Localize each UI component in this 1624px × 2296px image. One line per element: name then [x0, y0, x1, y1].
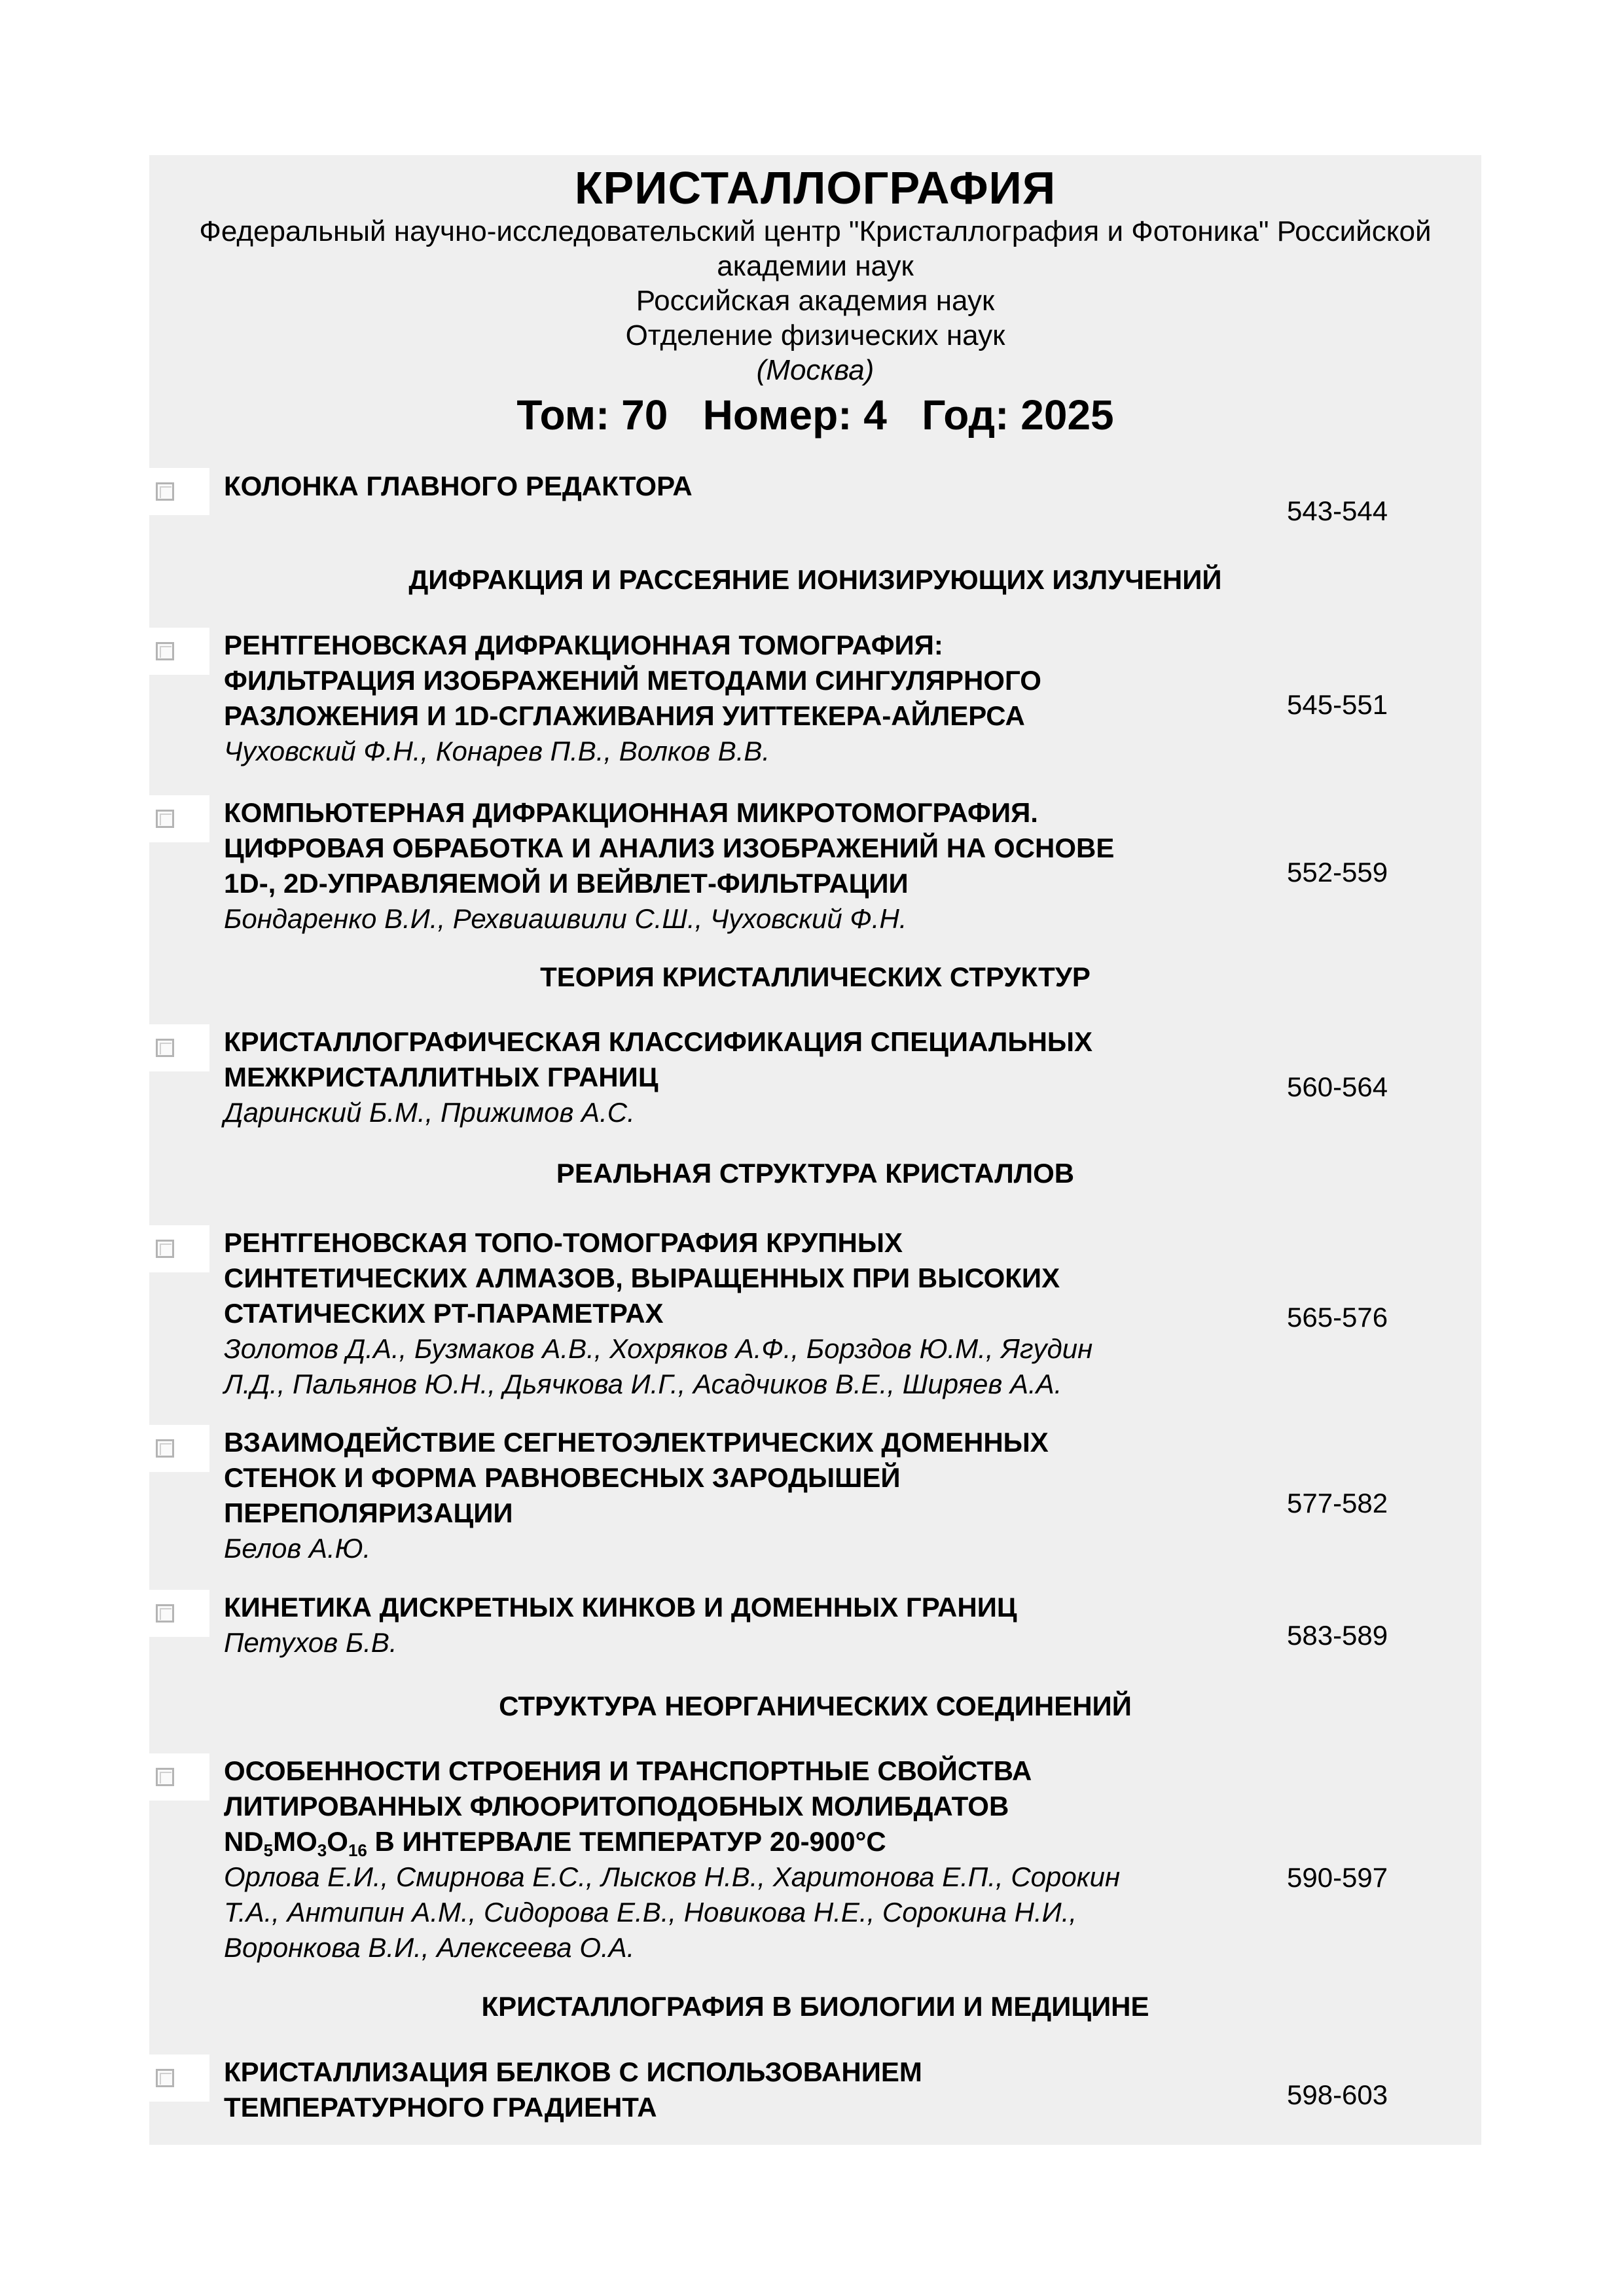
publisher-line-3: Российская академия наук: [636, 285, 995, 317]
article-authors: [224, 1625, 1271, 1660]
author-line: Л.Д., Пальянов Ю.Н., Дьячкова И.Г., Асадчиков В.Е., Ширяев А.А.: [224, 1369, 1062, 1399]
formula-subscript: 5: [263, 1840, 274, 1860]
article-entry: [224, 469, 1271, 504]
title-line: СТЕНОК И ФОРМА РАВНОВЕСНЫХ ЗАРОДЫШЕЙ: [224, 1462, 901, 1493]
author-line: Воронкова В.И., Алексеева О.А.: [224, 1932, 635, 1963]
article-authors: [224, 734, 1271, 769]
title-line: РЕНТГЕНОВСКАЯ ТОПО-ТОМОГРАФИЯ КРУПНЫХ: [224, 1227, 903, 1258]
author-line: Чуховский Ф.Н., Конарев П.В., Волков В.В.: [224, 736, 770, 766]
page-range: 583-589: [1287, 1620, 1388, 1651]
article-title[interactable]: КОЛОНКА ГЛАВНОГО РЕДАКТОРА: [224, 471, 693, 501]
title-line: КОМПЬЮТЕРНАЯ ДИФРАКЦИОННАЯ МИКРОТОМОГРАФИЯ.: [224, 797, 1038, 828]
title-line: МЕЖКРИСТАЛЛИТНЫХ ГРАНИЦ: [224, 1062, 659, 1092]
article-entry: [224, 1590, 1271, 1660]
title-line: ОСОБЕННОСТИ СТРОЕНИЯ И ТРАНСПОРТНЫЕ СВОЙСТВА: [224, 1755, 1032, 1786]
author-line: Даринский Б.М., Прижимов А.С.: [224, 1097, 635, 1128]
article-entry: [224, 628, 1271, 769]
select-checkbox[interactable]: [149, 1024, 209, 1071]
article-authors: [224, 1531, 1271, 1566]
article-title[interactable]: [224, 1753, 1271, 1859]
article-title[interactable]: [224, 2054, 1271, 2125]
checkbox-icon: [156, 2069, 174, 2087]
article-entry: [224, 795, 1271, 937]
contents-panel: [149, 155, 1481, 2145]
title-line: ФИЛЬТРАЦИЯ ИЗОБРАЖЕНИЙ МЕТОДАМИ СИНГУЛЯРНОГО: [224, 665, 1041, 696]
issue-info: Том: 70 Номер: 4 Год: 2025: [516, 391, 1114, 439]
author-line: Золотов Д.А., Бузмаков А.В., Хохряков А.Ф., Борздов Ю.М., Ягудин: [224, 1333, 1093, 1364]
article-title[interactable]: [224, 1590, 1271, 1625]
article-authors: [224, 1859, 1271, 1965]
article-authors: [224, 1095, 1271, 1130]
formula-subscript: 3: [317, 1840, 327, 1860]
select-checkbox[interactable]: [149, 1753, 209, 1801]
title-line: ТЕМПЕРАТУРНОГО ГРАДИЕНТА: [224, 2092, 657, 2123]
author-line: Бондаренко В.И., Рехвиашвили С.Ш., Чуховский Ф.Н.: [224, 903, 907, 934]
title-line: ВЗАИМОДЕЙСТВИЕ СЕГНЕТОЭЛЕКТРИЧЕСКИХ ДОМЕННЫХ: [224, 1427, 1049, 1458]
formula-subscript: 16: [348, 1840, 367, 1860]
article-title[interactable]: [224, 1425, 1271, 1531]
publisher-city: (Москва): [756, 354, 875, 386]
select-checkbox[interactable]: [149, 468, 209, 515]
section-heading: РЕАЛЬНАЯ СТРУКТУРА КРИСТАЛЛОВ: [556, 1158, 1075, 1189]
section-heading: КРИСТАЛЛОГРАФИЯ В БИОЛОГИИ И МЕДИЦИНЕ: [481, 1991, 1149, 2022]
page-range: 577-582: [1287, 1488, 1388, 1518]
select-checkbox[interactable]: [149, 795, 209, 842]
select-checkbox[interactable]: [149, 1225, 209, 1272]
title-line: РЕНТГЕНОВСКАЯ ДИФРАКЦИОННАЯ ТОМОГРАФИЯ:: [224, 630, 943, 660]
checkbox-icon: [156, 1768, 174, 1786]
author-line: Белов А.Ю.: [224, 1533, 371, 1564]
page-range: 565-576: [1287, 1302, 1388, 1333]
title-line: ЛИТИРОВАННЫХ ФЛЮОРИТОПОДОБНЫХ МОЛИБДАТОВ: [224, 1791, 1009, 1821]
author-line: Т.А., Антипин А.М., Сидорова Е.В., Новикова Н.Е., Сорокина Н.И.,: [224, 1897, 1077, 1928]
article-entry: [224, 1425, 1271, 1566]
article-entry: [224, 1225, 1271, 1402]
select-checkbox[interactable]: [149, 1590, 209, 1637]
article-entry: [224, 2054, 1271, 2125]
select-checkbox[interactable]: [149, 1425, 209, 1472]
page-range: 552-559: [1287, 857, 1388, 888]
article-authors: [224, 901, 1271, 937]
formula-part: MO: [273, 1826, 317, 1857]
page-range: 545-551: [1287, 689, 1388, 720]
formula-part: O: [327, 1826, 348, 1857]
article-title[interactable]: [224, 1024, 1271, 1095]
select-checkbox[interactable]: [149, 2054, 209, 2102]
title-line-formula: [224, 1824, 1271, 1859]
title-line: РАЗЛОЖЕНИЯ И 1D-СГЛАЖИВАНИЯ УИТТЕКЕРА-АЙЛЕРСА: [224, 700, 1025, 731]
checkbox-icon: [156, 1604, 174, 1623]
checkbox-icon: [156, 1039, 174, 1057]
page-range: 590-597: [1287, 1862, 1388, 1893]
title-line: СИНТЕТИЧЕСКИХ АЛМАЗОВ, ВЫРАЩЕННЫХ ПРИ ВЫСОКИХ: [224, 1263, 1060, 1293]
formula-part: ND: [224, 1826, 264, 1857]
author-line: Орлова Е.И., Смирнова Е.С., Лысков Н.В., Харитонова Е.П., Сорокин: [224, 1861, 1121, 1892]
journal-title: КРИСТАЛЛОГРАФИЯ: [574, 162, 1056, 213]
article-title[interactable]: [224, 628, 1271, 734]
publisher-line-4: Отделение физических наук: [625, 319, 1005, 351]
article-title[interactable]: [224, 1225, 1271, 1331]
title-line: КРИСТАЛЛИЗАЦИЯ БЕЛКОВ С ИСПОЛЬЗОВАНИЕМ: [224, 2056, 922, 2087]
select-checkbox[interactable]: [149, 628, 209, 675]
formula-part: В ИНТЕРВАЛЕ ТЕМПЕРАТУР 20-900°С: [367, 1826, 886, 1857]
title-line: ЦИФРОВАЯ ОБРАБОТКА И АНАЛИЗ ИЗОБРАЖЕНИЙ НА ОСНОВЕ: [224, 833, 1115, 863]
title-line: ПЕРЕПОЛЯРИЗАЦИИ: [224, 1498, 513, 1528]
title-line: 1D-, 2D-УПРАВЛЯЕМОЙ И ВЕЙВЛЕТ-ФИЛЬТРАЦИИ: [224, 868, 909, 899]
checkbox-icon: [156, 1240, 174, 1258]
article-entry: [224, 1753, 1271, 1965]
title-line: КИНЕТИКА ДИСКРЕТНЫХ КИНКОВ И ДОМЕННЫХ ГРАНИЦ: [224, 1592, 1017, 1623]
section-heading: ДИФРАКЦИЯ И РАССЕЯНИЕ ИОНИЗИРУЮЩИХ ИЗЛУЧЕНИЙ: [408, 564, 1222, 595]
checkbox-icon: [156, 482, 174, 501]
title-line: СТАТИЧЕСКИХ PT-ПАРАМЕТРАХ: [224, 1298, 664, 1329]
article-title[interactable]: [224, 795, 1271, 901]
section-heading: СТРУКТУРА НЕОРГАНИЧЕСКИХ СОЕДИНЕНИЙ: [499, 1691, 1132, 1721]
checkbox-icon: [156, 810, 174, 828]
checkbox-icon: [156, 1439, 174, 1458]
checkbox-icon: [156, 642, 174, 660]
article-entry: [224, 1024, 1271, 1130]
page-range: 598-603: [1287, 2079, 1388, 2110]
section-heading: ТЕОРИЯ КРИСТАЛЛИЧЕСКИХ СТРУКТУР: [540, 961, 1091, 992]
publisher-line-2: академии наук: [717, 250, 914, 282]
publisher-line-1: Федеральный научно-исследовательский центр "Кристаллография и Фотоника" Российской: [199, 215, 1432, 247]
author-line: Петухов Б.В.: [224, 1627, 397, 1658]
page-range: 560-564: [1287, 1071, 1388, 1102]
title-line: КРИСТАЛЛОГРАФИЧЕСКАЯ КЛАССИФИКАЦИЯ СПЕЦИАЛЬНЫХ: [224, 1026, 1093, 1057]
page-range: 543-544: [1287, 495, 1388, 526]
article-authors: [224, 1331, 1271, 1402]
